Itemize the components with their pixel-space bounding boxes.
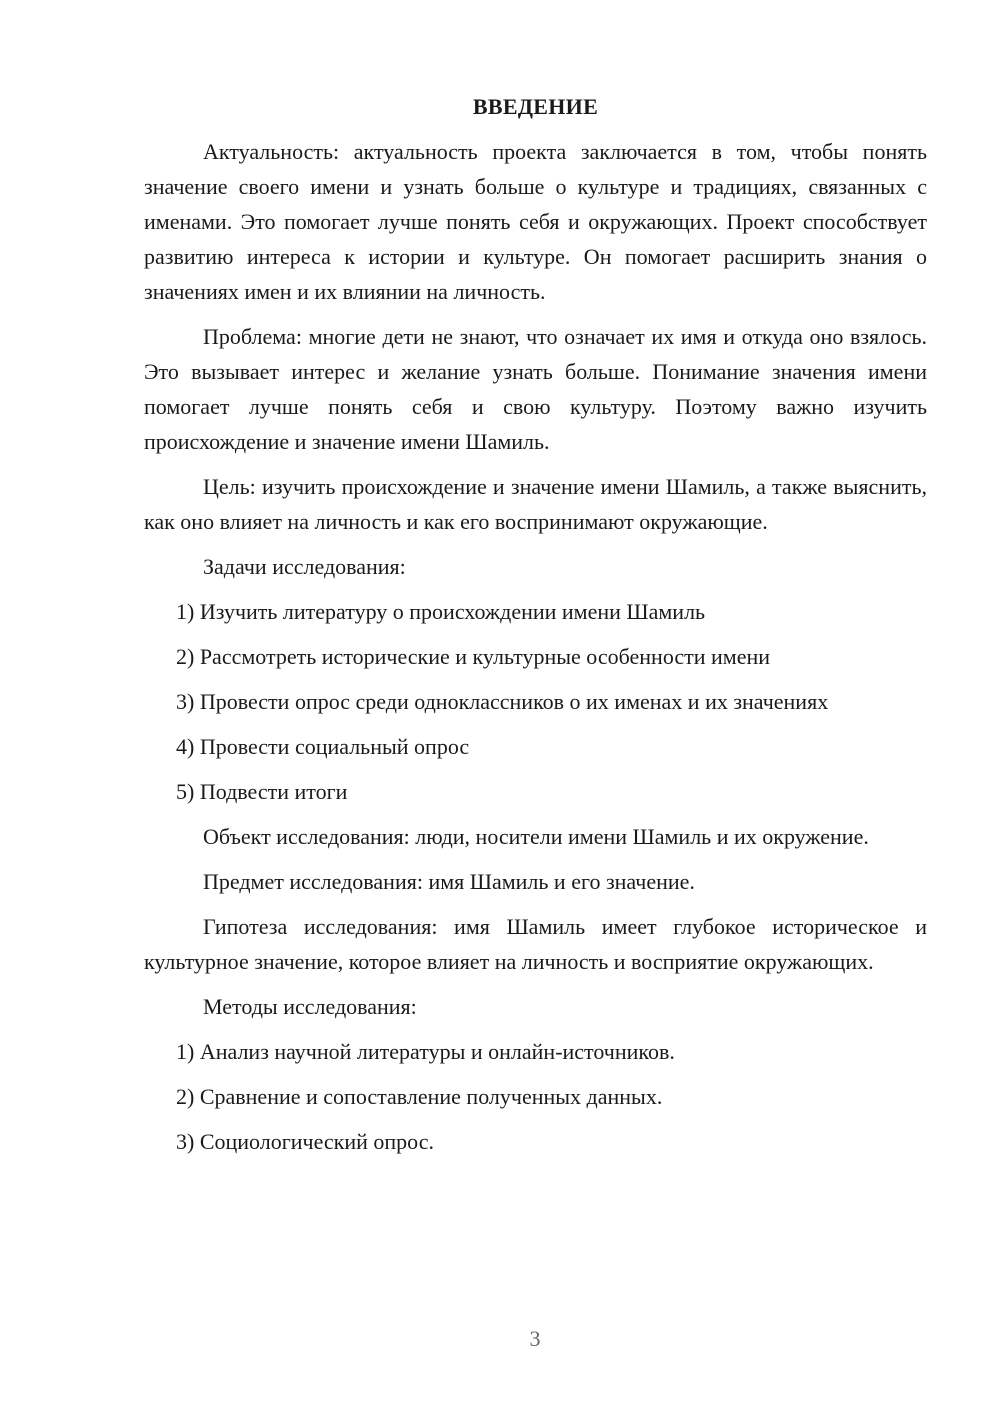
methods-heading: Методы исследования:	[203, 994, 417, 1019]
goal-paragraph: Цель: изучить происхождение и значение имени Шамиль, а также выяснить, как оно влияет на личность и как его воспринимают окружающие.	[144, 474, 927, 534]
method-item: 3) Социологический опрос.	[176, 1129, 434, 1154]
method-item: 1) Анализ научной литературы и онлайн-источников.	[176, 1039, 675, 1064]
tasks-heading: Задачи исследования:	[203, 554, 406, 579]
task-item: 2) Рассмотреть исторические и культурные особенности имени	[176, 644, 771, 669]
method-item: 2) Сравнение и сопоставление полученных данных.	[176, 1084, 663, 1109]
document-title: ВВЕДЕНИЕ	[472, 94, 599, 119]
task-item: 5) Подвести итоги	[176, 779, 348, 804]
task-item: 4) Провести социальный опрос	[176, 734, 470, 759]
problem-paragraph: Проблема: многие дети не знают, что означает их имя и откуда оно взялось. Это вызывает интерес и желание узнать больше. Понимание значения имени помогает лучше понять себя и свою культуру. Поэтому важно изучить происхождение и значение имени Шамиль.	[144, 324, 927, 454]
subject-paragraph: Предмет исследования: имя Шамиль и его значение.	[203, 869, 695, 894]
methods-list	[144, 1034, 927, 1159]
object-paragraph: Объект исследования: люди, носители имени Шамиль и их окружение.	[203, 824, 869, 849]
hypothesis-paragraph: Гипотеза исследования: имя Шамиль имеет глубокое историческое и культурное значение, которое влияет на личность и восприятие окружающих.	[144, 914, 927, 974]
relevance-paragraph: Актуальность: актуальность проекта заключается в том, чтобы понять значение своего имени и узнать больше о культуре и традициях, связанных с именами. Это помогает лучше понять себя и окружающих. Проект способствует развитию интереса к истории и культуре. Он помогает расширить знания о значениях имен и их влиянии на личность.	[144, 139, 927, 304]
page-number: 3	[529, 1326, 541, 1351]
task-item: 3) Провести опрос среди одноклассников о их именах и их значениях	[176, 689, 829, 714]
document-page	[144, 92, 927, 1169]
tasks-list	[144, 594, 927, 809]
task-item: 1) Изучить литературу о происхождении имени Шамиль	[176, 599, 706, 624]
